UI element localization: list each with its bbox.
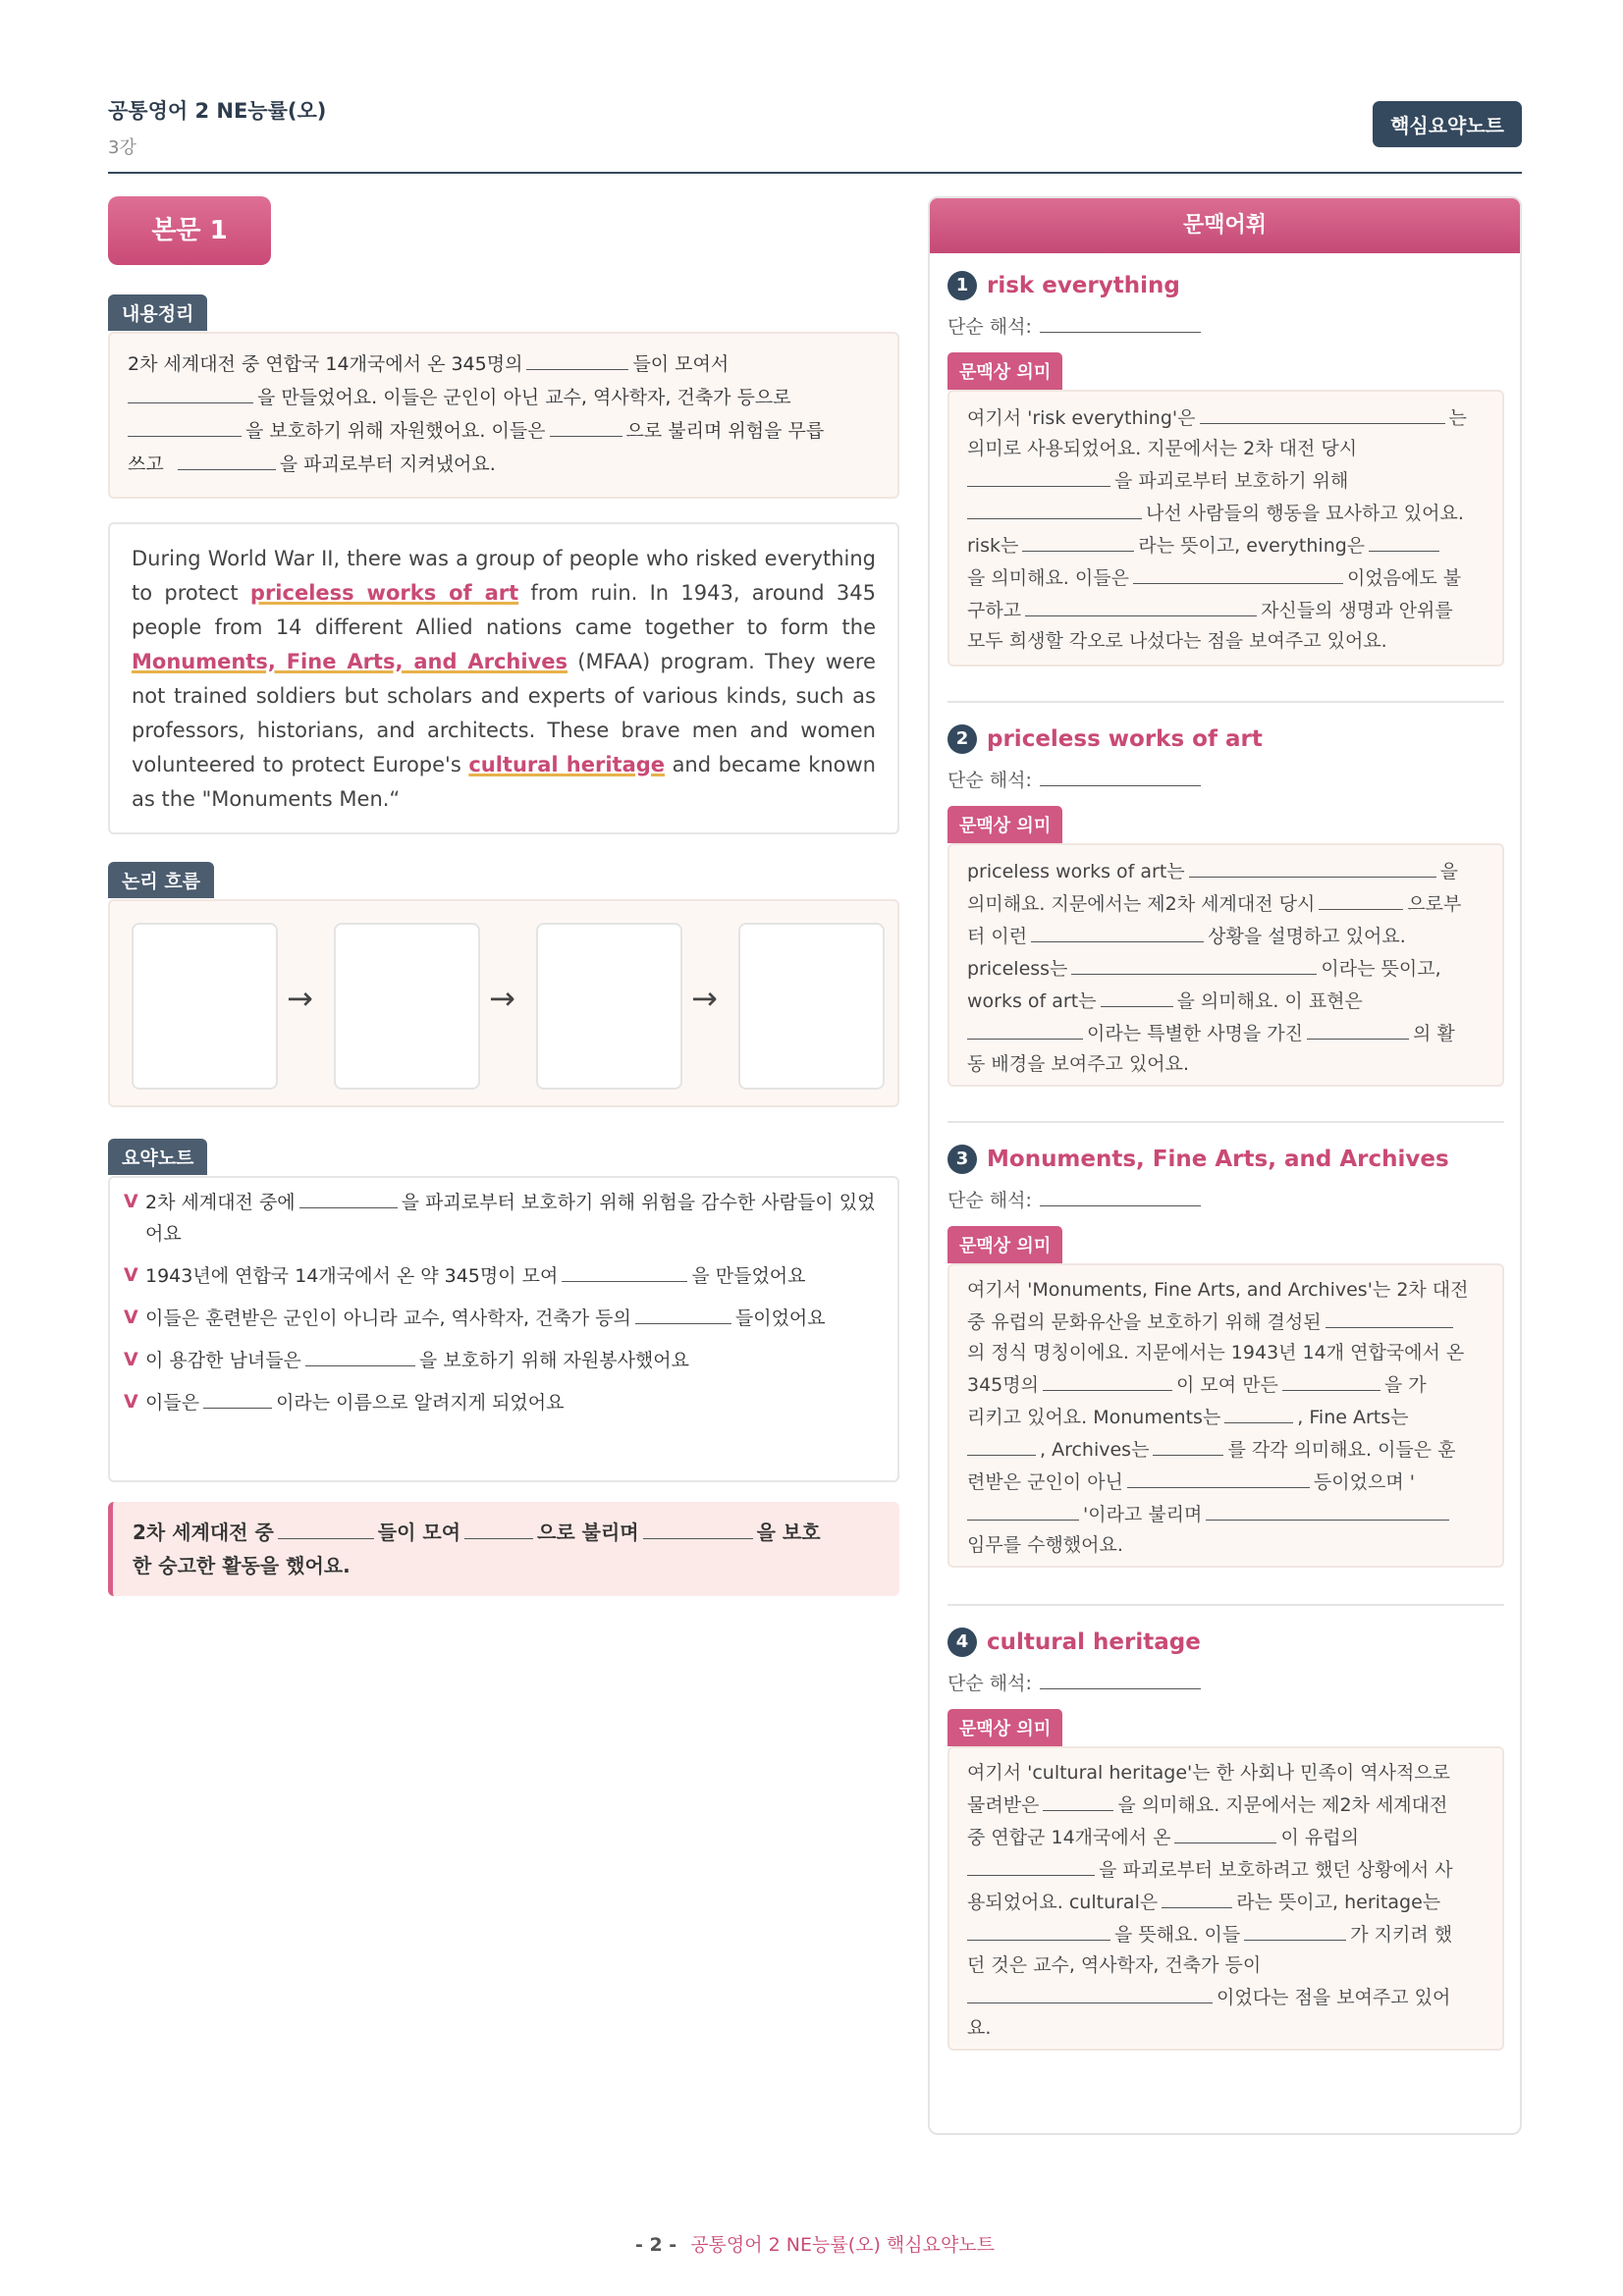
meaning-text: risk는 — [967, 535, 1019, 557]
note-item — [124, 1386, 884, 1418]
lesson-number: 3강 — [108, 137, 136, 158]
fill-blank[interactable] — [1101, 985, 1173, 1007]
fill-blank[interactable] — [562, 1259, 687, 1282]
meaning-text: 의미해요. 지문에서는 제2차 세계대전 당시 — [967, 893, 1316, 915]
meaning-text: 라는 뜻이고, heritage는 — [1236, 1892, 1441, 1913]
arrow-right-icon: → — [691, 980, 718, 1017]
note-text: 이라는 이름으로 알려지게 되었어요 — [276, 1392, 565, 1414]
meaning-text: 이 유럽의 — [1280, 1827, 1359, 1848]
meaning-label: 문맥상 의미 — [947, 1226, 1062, 1263]
note-text: 2차 세계대전 중에 — [145, 1192, 296, 1213]
fill-blank[interactable] — [967, 1853, 1095, 1876]
fill-blank[interactable] — [1025, 594, 1257, 616]
check-mark: V — [124, 1307, 138, 1328]
fill-blank[interactable] — [1043, 1789, 1113, 1811]
fill-blank[interactable] — [550, 414, 622, 437]
fill-blank[interactable] — [1153, 1433, 1223, 1456]
document-title: 공통영어 2 NE능률(오) — [108, 99, 327, 123]
flow-card[interactable] — [536, 923, 682, 1090]
page — [108, 0, 1522, 2296]
fill-blank[interactable] — [1040, 1184, 1201, 1206]
vocab-divider — [947, 701, 1504, 703]
fill-blank[interactable] — [526, 347, 628, 370]
flow-card[interactable] — [132, 923, 278, 1090]
meaning-text: 라는 뜻이고, everything은 — [1138, 535, 1366, 557]
meaning-text: 의미로 사용되었어요. 지문에서는 2차 대전 당시 — [967, 438, 1358, 459]
note-box — [108, 1176, 899, 1482]
note-text: 이 용감한 남녀들은 — [145, 1350, 301, 1371]
passage-text: During World War II, there was a group of people who risked everything to protect — [132, 547, 876, 605]
check-mark: V — [124, 1349, 138, 1370]
check-mark: V — [124, 1264, 138, 1286]
meaning-text: 여기서 'cultural heritage'는 한 사회나 민족이 역사적으로 — [967, 1762, 1451, 1784]
fill-blank[interactable] — [1174, 1821, 1276, 1843]
vocab-divider — [947, 1121, 1504, 1123]
callout-text: 을 보호 — [756, 1521, 821, 1544]
fill-blank[interactable] — [128, 414, 242, 437]
footer-text: 공통영어 2 NE능률(오) 핵심요약노트 — [690, 2234, 996, 2256]
meaning-box — [947, 1746, 1504, 2051]
meaning-box — [947, 1263, 1504, 1568]
fill-blank[interactable] — [967, 1498, 1079, 1521]
fill-blank[interactable] — [1040, 1667, 1201, 1689]
meaning-text: 련받은 군인이 아닌 — [967, 1471, 1123, 1493]
meaning-text: 모두 희생할 각오로 나섰다는 점을 보여주고 있어요. — [967, 630, 1387, 652]
fill-blank[interactable] — [967, 497, 1142, 519]
page-footer — [108, 2230, 1522, 2257]
passage-box — [108, 522, 899, 834]
fill-blank[interactable] — [1189, 855, 1436, 878]
meaning-text: 이라는 특별한 사명을 가진 — [1087, 1023, 1304, 1044]
flow-label: 논리 흐름 — [108, 862, 214, 898]
vocab-term: priceless works of art — [987, 726, 1263, 752]
flow-box — [108, 899, 899, 1107]
note-text: 1943년에 연합국 14개국에서 온 약 345명이 모여 — [145, 1265, 559, 1287]
meaning-text: 리키고 있어요. Monuments는 — [967, 1407, 1221, 1428]
meaning-text: '이라고 불리며 — [1083, 1504, 1203, 1525]
fill-blank[interactable] — [1307, 1017, 1409, 1040]
note-text: 을 만들었어요 — [691, 1265, 806, 1287]
meaning-text: 을 의미해요. 지문에서는 제2차 세계대전 — [1117, 1794, 1448, 1816]
vocab-item-2 — [947, 724, 1504, 1087]
vocab-item-1 — [947, 271, 1504, 667]
fill-blank[interactable] — [1022, 529, 1134, 552]
meaning-text: works of art는 — [967, 990, 1097, 1012]
meaning-text: 이었음에도 불 — [1346, 567, 1462, 589]
summary-text: 쓰고 — [128, 454, 164, 475]
meaning-text: 터 이런 — [967, 926, 1028, 947]
fill-blank[interactable] — [643, 1517, 753, 1539]
meaning-text: 을 의미해요. 이 표현은 — [1176, 990, 1363, 1012]
highlight-phrase: Monuments, Fine Arts, and Archives — [132, 650, 568, 673]
fill-blank[interactable] — [305, 1344, 415, 1366]
fill-blank[interactable] — [1282, 1368, 1380, 1391]
check-mark: V — [124, 1191, 138, 1212]
meaning-text: 을 가 — [1383, 1374, 1427, 1396]
meaning-text: 의 활 — [1413, 1023, 1455, 1044]
note-text: 들이었어요 — [734, 1308, 826, 1329]
vocab-number: 1 — [947, 271, 977, 300]
note-item — [124, 1259, 884, 1292]
meaning-text: 으로부 — [1407, 893, 1462, 915]
fill-blank[interactable] — [967, 464, 1110, 487]
note-text: 이들은 훈련받은 군인이 아니라 교수, 역사학자, 건축가 등의 — [145, 1308, 631, 1329]
key-summary-callout — [108, 1502, 899, 1596]
header-divider — [108, 172, 1522, 174]
meaning-text: 이었다는 점을 보여주고 있어 — [1217, 1987, 1451, 2008]
meaning-box — [947, 390, 1504, 667]
vocab-item-3 — [947, 1145, 1504, 1568]
note-text: 을 보호하기 위해 자원봉사했어요 — [418, 1350, 689, 1371]
callout-text: 으로 불리며 — [537, 1521, 639, 1544]
meaning-text: priceless works of art는 — [967, 861, 1185, 882]
fill-blank[interactable] — [1244, 1918, 1346, 1941]
meaning-text: 임무를 수행했어요. — [967, 1534, 1123, 1556]
fill-blank[interactable] — [1369, 529, 1439, 552]
summary-text: 을 파괴로부터 지켜냈어요. — [279, 454, 496, 475]
meaning-text: 345명의 — [967, 1374, 1039, 1396]
fill-blank[interactable] — [464, 1517, 533, 1539]
fill-blank[interactable] — [1206, 1498, 1449, 1521]
arrow-right-icon: → — [287, 980, 313, 1017]
meaning-label: 문맥상 의미 — [947, 352, 1062, 390]
note-item — [124, 1344, 884, 1376]
fill-blank[interactable] — [967, 1981, 1213, 2003]
vocab-number: 2 — [947, 724, 977, 754]
vocab-number: 3 — [947, 1145, 977, 1174]
simple-label: 단순 해석: — [947, 1673, 1032, 1694]
passage-text: and became known as the "Monuments Men.“ — [132, 753, 876, 811]
meaning-text: 자신들의 생명과 안위를 — [1261, 600, 1453, 621]
meaning-text: 이 모여 만든 — [1175, 1374, 1278, 1396]
vocab-number: 4 — [947, 1628, 977, 1657]
page-number: - 2 - — [634, 2234, 677, 2256]
fill-blank[interactable] — [1133, 561, 1343, 584]
meaning-text: 던 것은 교수, 역사학자, 건축가 등이 — [967, 1954, 1262, 1976]
fill-blank[interactable] — [1319, 887, 1403, 910]
flow-card[interactable] — [738, 923, 885, 1090]
fill-blank[interactable] — [967, 1433, 1036, 1456]
note-label: 요약노트 — [108, 1139, 207, 1175]
check-mark: V — [124, 1391, 138, 1413]
fill-blank[interactable] — [128, 381, 253, 403]
meaning-text: 의 정식 명칭이에요. 지문에서는 1943년 14개 연합국에서 온 — [967, 1342, 1465, 1363]
simple-label: 단순 해석: — [947, 1190, 1032, 1211]
meaning-text: 중 유럽의 문화유산을 보호하기 위해 결성된 — [967, 1311, 1322, 1333]
summary-text: 으로 불리며 위험을 무릅 — [625, 420, 825, 442]
simple-label: 단순 해석: — [947, 316, 1032, 338]
fill-blank[interactable] — [1200, 401, 1445, 424]
highlight-phrase: priceless works of art — [249, 581, 519, 605]
arrow-right-icon: → — [489, 980, 515, 1017]
meaning-label: 문맥상 의미 — [947, 1709, 1062, 1746]
summary-text: 을 만들었어요. 이들은 군인이 아닌 교수, 역사학자, 건축가 등으로 — [257, 387, 791, 408]
summary-text: 2차 세계대전 중 연합국 14개국에서 온 345명의 — [128, 353, 523, 375]
meaning-text: 등이었으며 ' — [1313, 1471, 1415, 1493]
fill-blank[interactable] — [1127, 1466, 1310, 1488]
meaning-text: 물려받은 — [967, 1794, 1040, 1816]
fill-blank[interactable] — [1040, 310, 1201, 333]
meaning-label: 문맥상 의미 — [947, 806, 1062, 843]
meaning-text: 을 파괴로부터 보호하려고 했던 상황에서 사 — [1099, 1859, 1453, 1881]
meaning-text: , Fine Arts는 — [1297, 1407, 1409, 1428]
highlight-phrase: cultural heritage — [468, 753, 666, 776]
fill-blank[interactable] — [1162, 1886, 1232, 1908]
vocab-divider — [947, 1604, 1504, 1606]
meaning-text: 을 — [1439, 861, 1458, 882]
fill-blank[interactable] — [967, 1017, 1083, 1040]
flow-card[interactable] — [334, 923, 480, 1090]
panel-title: 문맥어휘 — [930, 198, 1520, 253]
summary-text: 을 보호하기 위해 자원했어요. 이들은 — [245, 420, 546, 442]
fill-blank[interactable] — [1071, 952, 1317, 975]
passage-text: (MFAA) program. They were not trained soldiers but scholars and experts of various kinds, such as professors, historians, and architects. These brave men and women volunteered to protect Europe's — [132, 650, 876, 776]
fill-blank[interactable] — [203, 1386, 272, 1409]
fill-blank[interactable] — [1031, 920, 1204, 942]
meaning-text: priceless는 — [967, 958, 1068, 980]
note-text: 을 파괴로부터 보호하기 위해 위험을 감수한 사람들이 있었어요 — [145, 1192, 876, 1245]
passage-text: from ruin. In 1943, around 345 people from 14 different Allied nations came together to form the — [132, 581, 876, 639]
fill-blank[interactable] — [299, 1186, 398, 1208]
simple-label: 단순 해석: — [947, 770, 1032, 791]
meaning-text: 을 의미해요. 이들은 — [967, 567, 1129, 589]
context-vocab-panel — [928, 196, 1522, 2135]
meaning-box — [947, 843, 1504, 1087]
meaning-text: 여기서 'risk everything'은 — [967, 407, 1196, 429]
meaning-text: 동 배경을 보여주고 있어요. — [967, 1053, 1190, 1075]
summary-label: 내용정리 — [108, 294, 207, 331]
fill-blank[interactable] — [1325, 1306, 1453, 1328]
vocab-term: Monuments, Fine Arts, and Archives — [987, 1147, 1449, 1172]
fill-blank[interactable] — [967, 1918, 1110, 1941]
meaning-text: 는 — [1448, 407, 1467, 429]
note-item — [124, 1186, 884, 1250]
meaning-text: 나선 사람들의 행동을 묘사하고 있어요. — [1146, 503, 1464, 524]
meaning-text: 을 뜻해요. 이들 — [1114, 1924, 1241, 1946]
vocab-item-4 — [947, 1628, 1504, 2051]
vocab-term: cultural heritage — [987, 1629, 1201, 1655]
meaning-text: 가 지키려 했 — [1350, 1924, 1453, 1946]
meaning-text: 여기서 'Monuments, Fine Arts, and Archives'는 2차 대전 — [967, 1279, 1469, 1301]
meaning-text: 를 각각 의미해요. 이들은 훈 — [1227, 1439, 1456, 1461]
fill-blank[interactable] — [178, 448, 276, 470]
vocab-term: risk everything — [987, 273, 1180, 298]
note-text: 이들은 — [145, 1392, 200, 1414]
meaning-text: 이라는 뜻이고, — [1321, 958, 1441, 980]
note-type-badge: 핵심요약노트 — [1373, 101, 1522, 147]
fill-blank[interactable] — [1043, 1368, 1172, 1391]
fill-blank[interactable] — [1224, 1401, 1293, 1423]
fill-blank[interactable] — [635, 1302, 731, 1324]
fill-blank[interactable] — [1040, 764, 1201, 786]
note-item — [124, 1302, 884, 1334]
meaning-text: , Archives는 — [1040, 1439, 1150, 1461]
meaning-text: 요. — [967, 2017, 992, 2039]
callout-text: 2차 세계대전 중 — [133, 1521, 274, 1544]
section-badge: 본문 1 — [108, 196, 271, 265]
callout-text: 한 숭고한 활동을 했어요. — [133, 1554, 351, 1577]
meaning-text: 용되었어요. cultural은 — [967, 1892, 1159, 1913]
meaning-text: 을 파괴로부터 보호하기 위해 — [1114, 470, 1349, 492]
meaning-text: 중 연합군 14개국에서 온 — [967, 1827, 1171, 1848]
fill-blank[interactable] — [278, 1517, 374, 1539]
meaning-text: 상황을 설명하고 있어요. — [1208, 926, 1406, 947]
callout-text: 들이 모여 — [377, 1521, 461, 1544]
summary-box — [108, 332, 899, 499]
summary-text: 들이 모여서 — [632, 353, 730, 375]
meaning-text: 구하고 — [967, 600, 1022, 621]
